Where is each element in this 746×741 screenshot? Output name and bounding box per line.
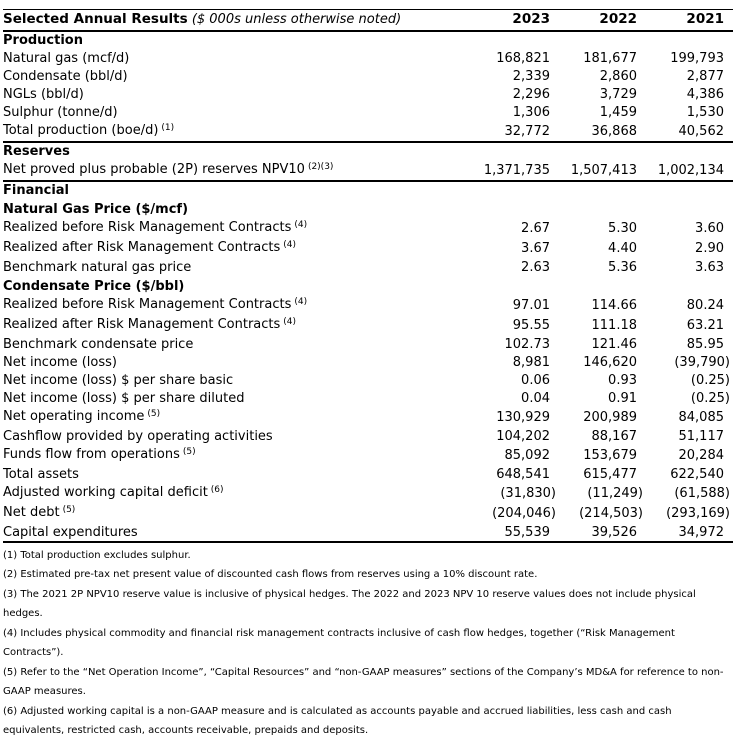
value-cell: [637, 390, 733, 408]
table-row: [3, 446, 733, 466]
row-label: Total assets: [3, 467, 79, 482]
cell-value: (293,169): [666, 506, 730, 521]
cell-value: 121.46: [591, 337, 637, 352]
value-cell: [637, 504, 733, 524]
table-row: [3, 122, 733, 142]
footnote: (1) Total production excludes sulphur.: [3, 549, 191, 561]
value-cell: [463, 296, 550, 316]
cell-value: 114.66: [591, 298, 637, 313]
value-cell: [637, 354, 733, 372]
table-row: [3, 68, 733, 86]
cell-value: (204,046): [492, 506, 556, 521]
value-cell: [550, 446, 637, 466]
cell-value: (214,503): [579, 506, 643, 521]
table-header-row: [3, 10, 733, 31]
value-cell: [637, 408, 733, 428]
value-cell: [637, 122, 733, 142]
table-row: [3, 504, 733, 524]
cell-value: (11,249): [587, 486, 643, 501]
value-cell: [463, 161, 550, 181]
cell-value: 648,541: [496, 467, 550, 482]
table-row: [3, 372, 733, 390]
table-row: [3, 239, 733, 259]
value-cell: [550, 372, 637, 390]
cell-value: 3,729: [599, 87, 637, 102]
footnote-ref: (5): [147, 409, 161, 419]
section-row: [3, 142, 733, 161]
table-row: [3, 408, 733, 428]
value-cell: [550, 336, 637, 354]
table-row: [3, 259, 733, 277]
value-cell: [637, 68, 733, 86]
cell-value: 5.30: [608, 221, 637, 236]
cell-value: 51,117: [678, 429, 724, 444]
value-cell: [463, 336, 550, 354]
footnote: (5) Refer to the “Net Operation Income”, “Capital Resources” and “non-GAAP measures” sections of the Company’s MD&A for reference to non-GAAP measures.: [3, 666, 724, 697]
value-cell: [637, 259, 733, 277]
cell-value: 1,306: [512, 105, 550, 120]
value-cell: [550, 50, 637, 68]
row-label: Realized after Risk Management Contracts $^{(4)}$: [3, 317, 297, 332]
table-row: [3, 86, 733, 104]
cell-value: 32,772: [504, 123, 550, 139]
value-cell: [463, 372, 550, 390]
value-cell: [637, 372, 733, 390]
cell-value: 111.18: [591, 318, 637, 333]
value-cell: [550, 524, 637, 542]
table-title-cell: [3, 10, 463, 31]
value-cell: [637, 316, 733, 336]
row-label: Total production (boe/d) $^{(1)}$: [3, 122, 175, 138]
row-label: Net proved plus probable (2P) reserves NPV10 $^{(2)(3)}$: [3, 161, 334, 177]
row-label: Realized before Risk Management Contracts $^{(4)}$: [3, 297, 308, 312]
value-cell: [463, 50, 550, 68]
value-cell: [637, 296, 733, 316]
page-subtitle: ($ 000s unless otherwise noted): [191, 12, 402, 28]
value-cell: [550, 86, 637, 104]
value-cell: [463, 428, 550, 446]
cell-value: 2,339: [512, 69, 550, 84]
results-table-body: [3, 31, 733, 542]
value-cell: [637, 428, 733, 446]
cell-value: 2,860: [599, 69, 637, 84]
footnote-ref: (4): [294, 297, 308, 307]
footnote-ref: (4): [294, 220, 308, 230]
section-row: [3, 31, 733, 50]
cell-value: 2.90: [695, 241, 724, 256]
cell-value: 200,989: [583, 410, 637, 425]
table-row: [3, 428, 733, 446]
cell-value: 0.06: [521, 373, 550, 388]
table-row: [3, 466, 733, 484]
value-cell: [463, 122, 550, 142]
row-label: Net debt $^{(5)}$: [3, 505, 76, 520]
value-cell: [463, 466, 550, 484]
page-title: Selected Annual Results: [3, 11, 188, 28]
footnote: (6) Adjusted working capital is a non-GAAP measure and is calculated as accounts payable and accrued liabilities, less cash and cash equivalents, restricted cash, accounts receivable, prepaids and deposits.: [3, 705, 672, 736]
value-cell: [463, 316, 550, 336]
row-label: NGLs (bbl/d): [3, 87, 84, 102]
value-cell: [463, 86, 550, 104]
cell-value: 80.24: [686, 298, 724, 313]
cell-value: 2,296: [512, 87, 550, 102]
row-label: Net operating income $^{(5)}$: [3, 409, 161, 424]
footnote-ref: (4): [283, 317, 297, 327]
row-label: Cashflow provided by operating activities: [3, 429, 273, 444]
value-cell: [550, 219, 637, 239]
year-column-header: 2023: [512, 11, 550, 28]
value-cell: [550, 316, 637, 336]
value-cell: [550, 484, 643, 504]
cell-value: 0.04: [521, 391, 550, 406]
value-cell: [463, 68, 550, 86]
cell-value: 63.21: [686, 318, 724, 333]
row-label: Condensate (bbl/d): [3, 69, 128, 84]
cell-value: 85.95: [686, 337, 724, 352]
cell-value: 4.40: [608, 241, 637, 256]
cell-value: 1,371,735: [483, 162, 550, 178]
section-label: Reserves: [3, 144, 70, 159]
value-cell: [550, 296, 637, 316]
section-row: [3, 277, 733, 296]
value-cell: [463, 239, 550, 259]
value-cell: [463, 259, 550, 277]
value-cell: [463, 104, 550, 122]
value-cell: [637, 86, 733, 104]
section-label: Financial: [3, 183, 70, 198]
value-cell: [637, 466, 733, 484]
row-label: Net income (loss) $ per share diluted: [3, 391, 245, 406]
cell-value: 3.67: [521, 241, 550, 256]
value-cell: [637, 104, 733, 122]
cell-value: 39,526: [591, 524, 637, 540]
cell-value: (61,588): [674, 486, 730, 501]
footnote-ref: (4): [283, 240, 297, 250]
footnote-ref: (5): [62, 505, 76, 515]
row-label: Net income (loss) $ per share basic: [3, 373, 234, 388]
cell-value: 1,002,134: [657, 162, 724, 178]
cell-value: 5.36: [608, 260, 637, 275]
cell-value: 34,972: [678, 524, 724, 540]
value-cell: [463, 390, 550, 408]
value-cell: [637, 219, 733, 239]
cell-value: 168,821: [496, 51, 550, 66]
cell-value: 2.67: [521, 221, 550, 236]
table-row: [3, 219, 733, 239]
value-cell: [550, 390, 637, 408]
row-label: Benchmark natural gas price: [3, 260, 192, 275]
value-cell: [550, 466, 637, 484]
cell-value: 199,793: [670, 51, 724, 66]
value-cell: [637, 50, 733, 68]
cell-value: 85,092: [504, 448, 550, 463]
results-table: [3, 9, 733, 543]
table-row: [3, 354, 733, 372]
row-label: Funds flow from operations $^{(5)}$: [3, 447, 196, 462]
cell-value: 181,677: [583, 51, 637, 66]
cell-value: 1,507,413: [570, 162, 637, 178]
cell-value: 2,877: [686, 69, 724, 84]
cell-value: 615,477: [583, 467, 637, 482]
cell-value: (0.25): [690, 391, 730, 406]
cell-value: 102.73: [504, 337, 550, 352]
cell-value: 130,929: [496, 410, 550, 425]
table-row: [3, 104, 733, 122]
footnotes-section: [3, 543, 733, 741]
row-label: Natural gas (mcf/d): [3, 51, 130, 66]
value-cell: [550, 504, 643, 524]
row-label: Sulphur (tonne/d): [3, 105, 118, 120]
table-row: [3, 161, 733, 181]
value-cell: [550, 354, 637, 372]
value-cell: [463, 219, 550, 239]
table-row: [3, 524, 733, 542]
cell-value: 1,459: [599, 105, 637, 120]
cell-value: 104,202: [496, 429, 550, 444]
section-label: Production: [3, 33, 83, 48]
value-cell: [550, 408, 637, 428]
row-label: Net income (loss): [3, 355, 117, 370]
section-label: Natural Gas Price ($/mcf): [3, 201, 189, 217]
cell-value: 40,562: [678, 123, 724, 139]
table-row: [3, 336, 733, 354]
value-cell: [550, 161, 637, 181]
cell-value: 153,679: [583, 448, 637, 463]
value-cell: [550, 104, 637, 122]
footnote: (2) Estimated pre-tax net present value of discounted cash flows from reserves using a 10% discount rate.: [3, 569, 538, 580]
row-label: Benchmark condensate price: [3, 337, 194, 352]
value-cell: [637, 239, 733, 259]
cell-value: (0.25): [690, 373, 730, 388]
value-cell: [550, 122, 637, 142]
row-label: Adjusted working capital deficit $^{(6)}$: [3, 485, 224, 500]
value-cell: [463, 446, 550, 466]
cell-value: 20,284: [678, 448, 724, 463]
cell-value: 3.60: [695, 221, 724, 236]
row-label: Realized before Risk Management Contracts $^{(4)}$: [3, 220, 308, 235]
row-label: Realized after Risk Management Contracts $^{(4)}$: [3, 240, 297, 255]
value-cell: [550, 239, 637, 259]
cell-value: (31,830): [500, 486, 556, 501]
footnote-ref: (5): [182, 447, 196, 457]
footnote: (3) The 2021 2P NPV10 reserve value is inclusive of physical hedges. The 2022 and 2023 NPV 10 reserve values does not include physical hedges.: [3, 588, 696, 619]
footnote-ref: (6): [210, 485, 224, 495]
cell-value: (39,790): [674, 355, 730, 370]
value-cell: [463, 354, 550, 372]
cell-value: 84,085: [678, 410, 724, 425]
section-row: [3, 181, 733, 200]
cell-value: 146,620: [583, 355, 637, 370]
footnote-ref: (2)(3): [307, 161, 334, 172]
value-cell: [637, 446, 733, 466]
section-row: [3, 200, 733, 219]
value-cell: [637, 484, 733, 504]
value-cell: [550, 259, 637, 277]
table-row: [3, 296, 733, 316]
footnote: (4) Includes physical commodity and financial risk management contracts inclusive of cash flow hedges, together (“Risk Management Contracts”).: [3, 627, 675, 658]
value-cell: [637, 336, 733, 354]
cell-value: 97.01: [512, 298, 550, 313]
cell-value: 4,386: [686, 87, 724, 102]
cell-value: 0.93: [608, 373, 637, 388]
table-row: [3, 484, 733, 504]
cell-value: 55,539: [504, 524, 550, 540]
footnote-ref: (1): [161, 122, 175, 133]
cell-value: 95.55: [512, 318, 550, 333]
cell-value: 2.63: [521, 260, 550, 275]
value-cell: [550, 428, 637, 446]
value-cell: [463, 408, 550, 428]
cell-value: 1,530: [686, 105, 724, 120]
cell-value: 3.63: [695, 260, 724, 275]
value-cell: [463, 484, 556, 504]
value-cell: [550, 68, 637, 86]
section-label: Condensate Price ($/bbl): [3, 278, 185, 294]
table-row: [3, 50, 733, 68]
value-cell: [463, 504, 556, 524]
value-cell: [463, 524, 550, 542]
table-row: [3, 390, 733, 408]
row-label: Capital expenditures: [3, 524, 138, 540]
cell-value: 622,540: [670, 467, 724, 482]
cell-value: 36,868: [591, 123, 637, 139]
cell-value: 88,167: [591, 429, 637, 444]
table-row: [3, 316, 733, 336]
year-column-header: 2022: [599, 11, 637, 28]
value-cell: [637, 161, 733, 181]
cell-value: 8,981: [512, 355, 550, 370]
cell-value: 0.91: [608, 391, 637, 406]
year-column-header: 2021: [686, 11, 724, 28]
value-cell: [637, 524, 733, 542]
